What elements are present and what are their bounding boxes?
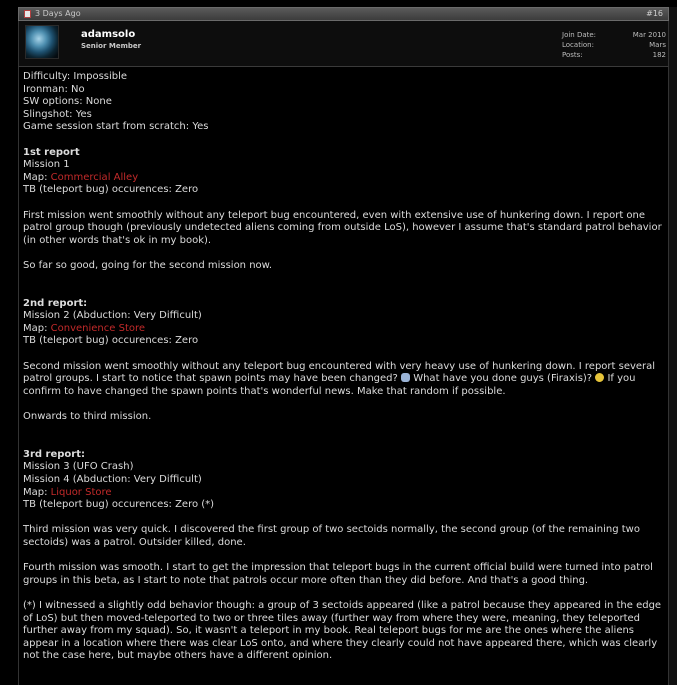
paragraph-text: If you confirm to have changed the spawn points that's wonderful news. Make that random if possible. <box>23 373 636 397</box>
mission-line: Mission 4 (Abduction: Very Difficult) <box>23 474 202 485</box>
report-paragraph: Third mission was very quick. I discovered the first group of two sectoids normally, the second group (of the remaining two sectoids) was a patrol. Outsider killed, done. <box>23 524 640 548</box>
report-heading: 3rd report: <box>23 448 85 460</box>
mission-line: Mission 1 <box>23 159 70 171</box>
setting-line: Slingshot: Yes <box>23 108 92 120</box>
map-line <box>23 323 668 336</box>
join-date-label: Join Date: <box>562 31 597 39</box>
map-label: Map: <box>23 322 51 334</box>
mission-line: Mission 3 (UFO Crash) <box>23 461 134 473</box>
post-header <box>18 7 669 21</box>
tb-line: TB (teleport bug) occurences: Zero (*) <box>23 499 215 511</box>
report-paragraph: Onwards to third mission. <box>23 411 152 423</box>
report-heading: 1st report <box>23 146 80 158</box>
report-paragraph: Fourth mission was smooth. I start to get the impression that teleport bugs in the current official build were turned into patrol groups in this beta, as I start to note that patrols occur more often than they did before. And that's a good thing. <box>23 562 653 586</box>
user-title: Senior Member <box>81 42 142 50</box>
user-info-bar <box>18 21 669 67</box>
map-label: Map: <box>23 486 51 498</box>
user-stats <box>562 30 666 60</box>
post-date: 3 Days Ago <box>35 9 81 18</box>
setting-line: Game session start from scratch: Yes <box>23 121 209 133</box>
report-paragraph: First mission went smoothly without any teleport bug encountered, even with extensive use of hunkering down. I report one patrol group though (previously undetected aliens coming from outside LoS), however I assume that's standard patrol behavior (in other words that's ok in my book). <box>23 209 662 246</box>
posts-label: Posts: <box>562 51 583 59</box>
mission-line: Mission 2 (Abduction: Very Difficult) <box>23 310 202 322</box>
paragraph-text: What have you done guys (Firaxis)? <box>410 373 596 385</box>
report-paragraph: So far so good, going for the second mission now. <box>23 259 273 271</box>
map-link[interactable]: Commercial Alley <box>50 171 139 183</box>
tb-line: TB (teleport bug) occurences: Zero <box>23 184 199 196</box>
location-value: Mars <box>649 41 666 49</box>
setting-line: Ironman: No <box>23 83 85 95</box>
location-row <box>562 40 666 50</box>
setting-line: SW options: None <box>23 96 112 108</box>
report-heading: 2nd report: <box>23 297 88 309</box>
map-line <box>23 172 668 185</box>
username-link[interactable]: adamsolo <box>81 29 136 40</box>
ghost-smiley-icon <box>401 373 410 382</box>
post-number-link[interactable]: #16 <box>646 9 663 18</box>
setting-line: Difficulty: Impossible <box>23 71 128 82</box>
post-page-icon <box>24 10 31 18</box>
posts-row <box>562 50 666 60</box>
map-label: Map: <box>23 171 51 183</box>
paragraph-text: Second mission went smoothly without any teleport bug encountered with very heavy use of hunkering down. I report several patrol groups. I start to notice that spawn points may have been changed? <box>23 360 656 385</box>
post-body <box>18 67 669 685</box>
smile-icon <box>595 373 604 382</box>
scrollbar[interactable] <box>669 7 677 685</box>
report-paragraph: (*) I witnessed a slightly odd behavior though: a group of 3 sectoids appeared (like a patrol because they appeared in the edge of LoS) but then moved-teleported to two or three tiles away (further way from where they were, meaning, they teleported further away from my squad). So, it wasn't a teleport in my book. Real teleport bugs for me are the ones where the aliens appear in a location where there was clear LoS onto, and where they clearly could not have appeared there, which was clearly not the case here, but maybe others have a different opinion. <box>23 599 662 662</box>
join-date-row <box>562 30 666 40</box>
posts-value: 182 <box>652 51 666 59</box>
location-label: Location: <box>562 41 594 49</box>
tb-line: TB (teleport bug) occurences: Zero <box>23 335 199 347</box>
map-link[interactable]: Liquor Store <box>50 486 112 498</box>
avatar[interactable] <box>25 25 59 59</box>
map-line <box>23 487 668 500</box>
report-paragraph <box>23 361 668 399</box>
map-link[interactable]: Convenience Store <box>50 322 146 334</box>
join-date-value: Mar 2010 <box>632 31 666 39</box>
